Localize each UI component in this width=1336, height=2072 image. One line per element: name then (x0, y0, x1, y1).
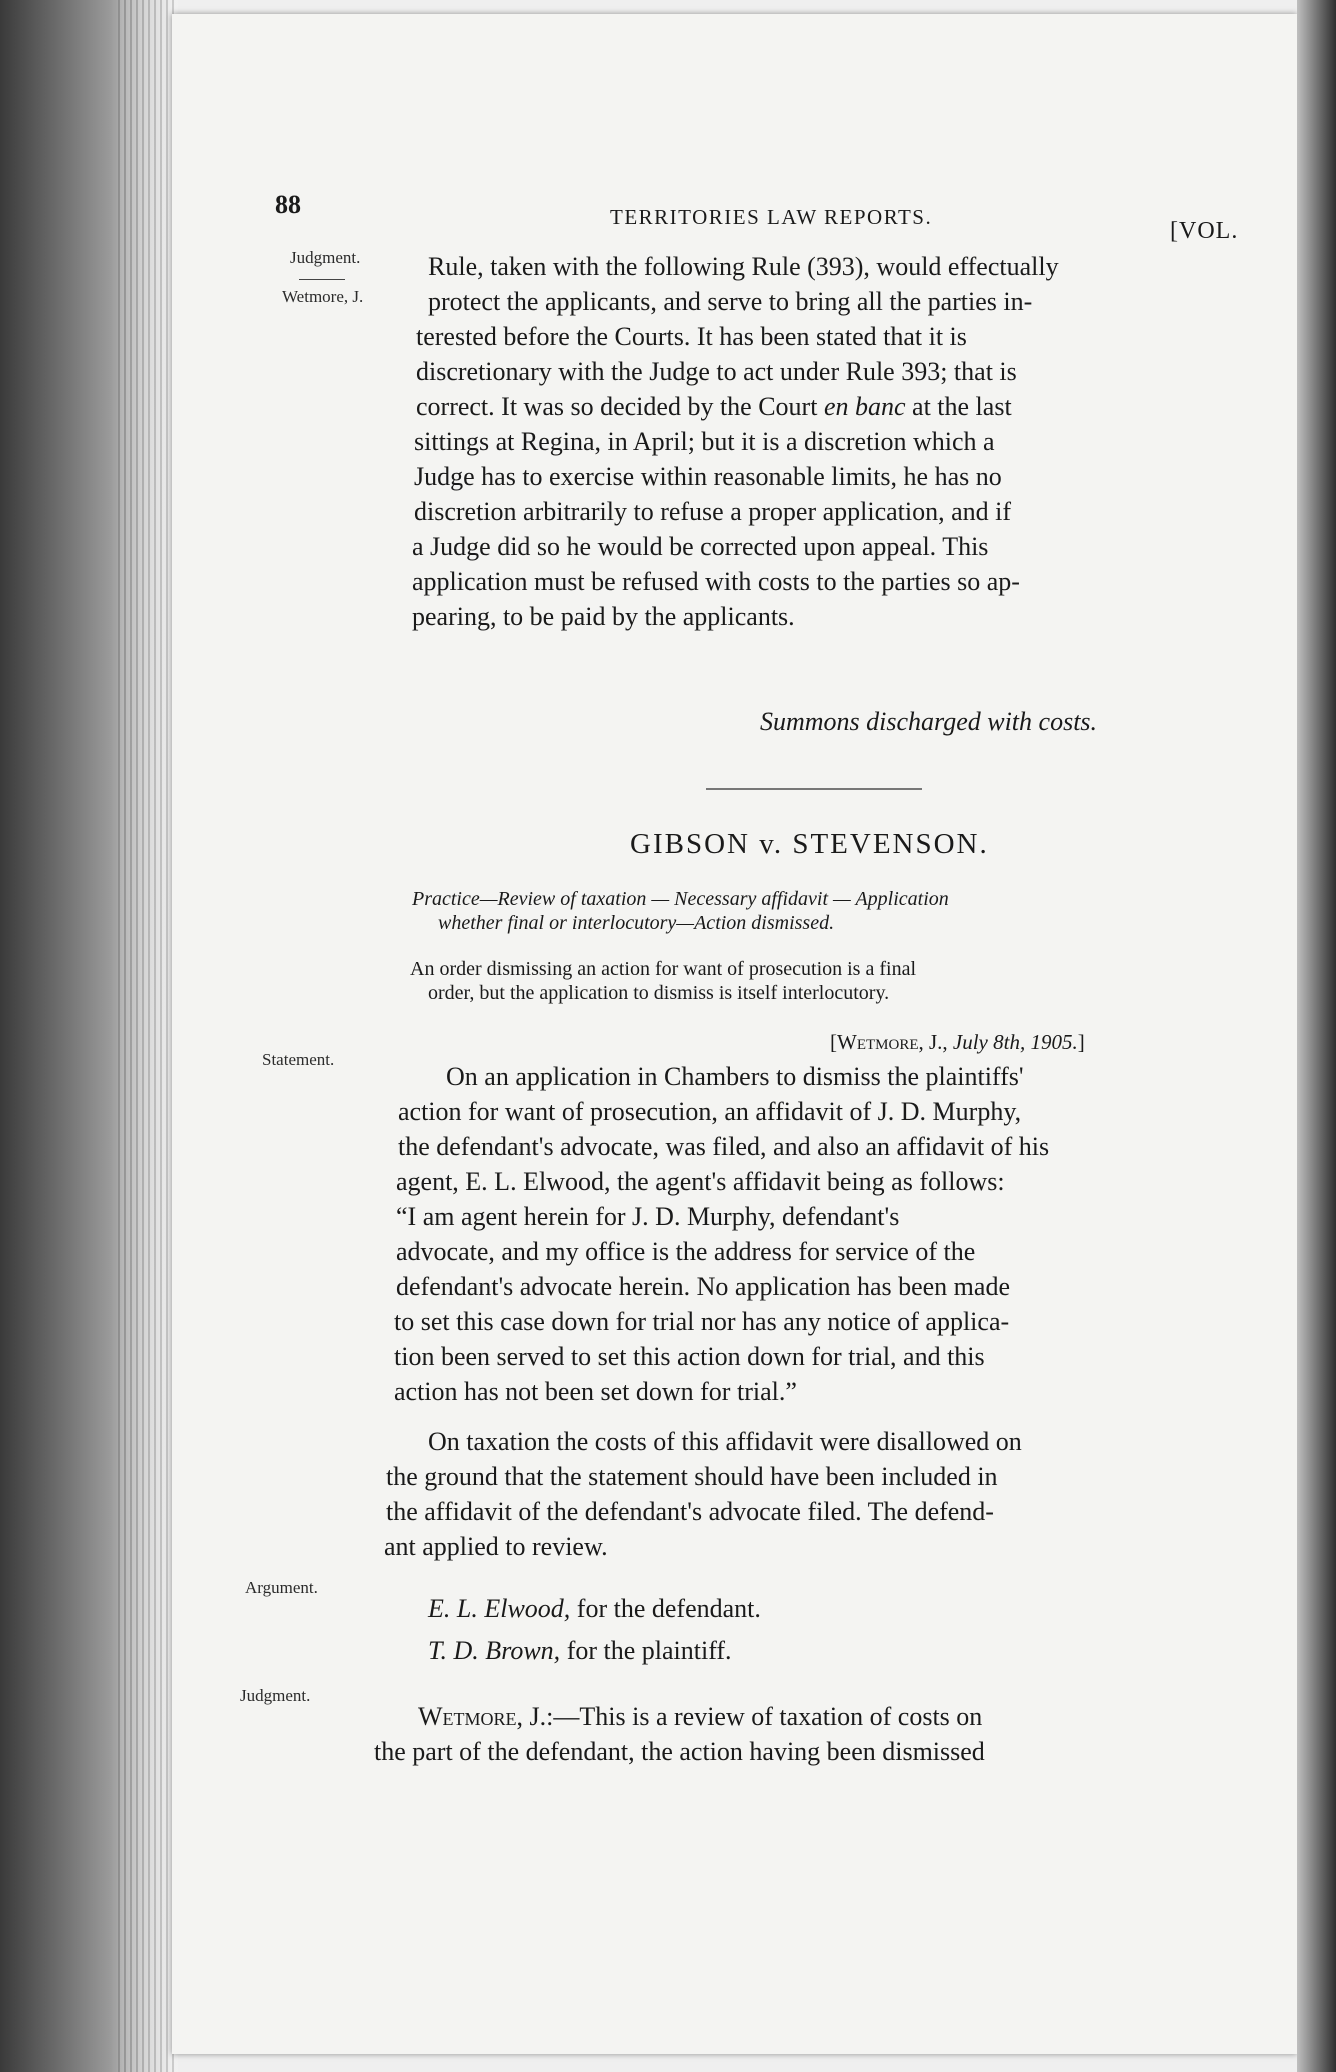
syllabus-line: An order dismissing an action for want of prosecution is a final (410, 958, 916, 980)
text-line: ant applied to review. (384, 1532, 608, 1561)
margin-note-judgment-2: Judgment. (240, 1686, 311, 1705)
text-line: the affidavit of the defendant's advocate filed. The defend- (386, 1497, 994, 1526)
text-line: to set this case down for trial nor has any notice of applica- (394, 1307, 1010, 1336)
text-line: On taxation the costs of this affidavit were disallowed on (428, 1427, 1022, 1456)
text-line: On an application in Chambers to dismiss the plaintiffs' (446, 1062, 1024, 1091)
case-citation: [Wetmore, J., July 8th, 1905.] (830, 1030, 1085, 1054)
headnote-line: whether final or interlocutory—Action dismissed. (438, 912, 835, 934)
syllabus-line: order, but the application to dismiss is itself interlocutory. (428, 982, 890, 1004)
text-line: “I am agent herein for J. D. Murphy, defendant's (396, 1202, 900, 1231)
disposition: Summons discharged with costs. (760, 707, 1098, 736)
running-head: TERRITORIES LAW REPORTS. (610, 205, 933, 229)
judgment-line: Wetmore, J.:—This is a review of taxation of costs on (418, 1702, 983, 1731)
text-line: application must be refused with costs to the parties so ap- (412, 567, 1020, 596)
text-line: terested before the Courts. It has been stated that it is (416, 322, 967, 351)
margin-note-judgment: Judgment. (290, 248, 361, 267)
text-line: Judge has to exercise within reasonable limits, he has no (414, 462, 1002, 491)
case-title: GIBSON v. STEVENSON. (630, 828, 989, 860)
text-line: agent, E. L. Elwood, the agent's affidavit being as follows: (396, 1167, 1005, 1196)
text-line: the ground that the statement should have been included in (386, 1462, 998, 1491)
margin-note-argument: Argument. (245, 1578, 318, 1597)
book-spine (118, 0, 178, 2072)
text-line: a Judge did so he would be corrected upon appeal. This (412, 532, 989, 561)
en-banc-phrase: en banc (823, 392, 906, 421)
text-line: advocate, and my office is the address for service of the (396, 1237, 976, 1266)
headnote-line: Practice—Review of taxation — Necessary affidavit — Application (412, 888, 949, 910)
text-line: action has not been set down for trial.” (394, 1377, 797, 1406)
text-line: action for want of prosecution, an affidavit of J. D. Murphy, (398, 1097, 1022, 1126)
margin-rule (299, 279, 345, 280)
page-edge-shadow (1297, 0, 1336, 2072)
text-line: correct. It was so decided by the Court en banc at the last (416, 392, 1012, 421)
margin-note-judge: Wetmore, J. (282, 287, 364, 306)
text-line: defendant's advocate herein. No application has been made (396, 1272, 1010, 1301)
judgment-line: the part of the defendant, the action having been dismissed (374, 1737, 985, 1766)
text-line: the defendant's advocate, was filed, and also an affidavit of his (398, 1132, 1050, 1161)
text-line: tion been served to set this action down for trial, and this (394, 1342, 985, 1371)
volume-mark: [VOL. (1170, 218, 1239, 244)
text-line: pearing, to be paid by the applicants. (412, 602, 795, 631)
section-divider (706, 788, 922, 790)
text-line: sittings at Regina, in April; but it is a discretion which a (414, 427, 995, 456)
text-line: Rule, taken with the following Rule (393), would effectually (428, 252, 1059, 281)
margin-note-statement: Statement. (262, 1050, 335, 1069)
text-line: discretionary with the Judge to act under Rule 393; that is (416, 357, 1017, 386)
text-line: protect the applicants, and serve to bring all the parties in- (428, 287, 1033, 316)
counsel-line: E. L. Elwood, for the defendant. (428, 1594, 761, 1623)
text-line: discretion arbitrarily to refuse a proper application, and if (414, 497, 1012, 526)
counsel-line: T. D. Brown, for the plaintiff. (428, 1636, 732, 1665)
page-number: 88 (275, 190, 301, 219)
